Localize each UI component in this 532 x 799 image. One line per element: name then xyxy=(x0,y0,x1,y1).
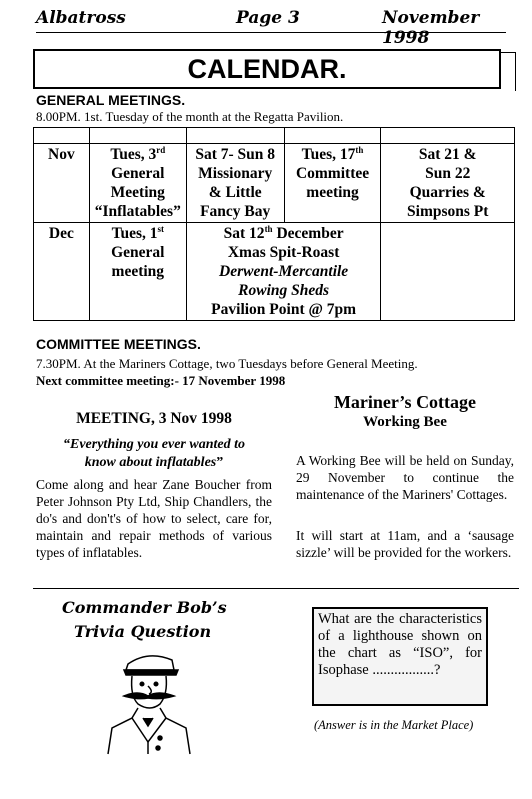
trivia-title-line1: Commander Bob’s xyxy=(62,598,227,617)
general-meetings-detail: 8.00PM. 1st. Tuesday of the month at the Regatta Pavilion. xyxy=(36,109,344,124)
event-cell: Sat 21 & Sun 22 Quarries & Simpsons Pt xyxy=(381,144,515,223)
cottage-para-2: It will start at 11am, and a ‘sausage sizzle’ will be provided for the workers. xyxy=(296,528,514,560)
calendar-title: CALENDAR. xyxy=(33,49,501,89)
general-meetings-heading: GENERAL MEETINGS. xyxy=(36,92,186,108)
header-rule xyxy=(36,32,506,33)
trivia-title-line2: Trivia Question xyxy=(74,622,212,641)
meeting-quote: “Everything you ever wanted to know about inflatables” xyxy=(63,437,245,470)
trivia-answer-note: (Answer is in the Market Place) xyxy=(314,718,474,732)
newsletter-name: Albatross xyxy=(36,8,126,28)
month-cell: Dec xyxy=(34,223,90,321)
event-cell: Sat 12th December Xmas Spit-Roast Derwent-Mercantile Rowing Sheds Pavilion Point @ 7pm xyxy=(186,223,381,321)
cottage-subtitle: Working Bee xyxy=(363,414,447,430)
cottage-para-1: A Working Bee will be held on Sunday, 29 November to continue the maintenance of the Mariners' Cottages. xyxy=(296,453,514,502)
meeting-body: Come along and hear Zane Boucher from Peter Johnson Pty Ltd, Ship Chandlers, the do's and don't's of how to select, care for, maintain and repair methods of various types of inflatables. xyxy=(36,477,272,560)
next-committee-meeting: Next committee meeting:- 17 November 1998 xyxy=(36,373,286,388)
event-cell: Sat 7- Sun 8 Missionary & Little Fancy Bay xyxy=(186,144,284,223)
event-cell: Tues, 1st General meeting xyxy=(89,223,186,321)
empty-cell xyxy=(381,223,515,321)
meeting-title: MEETING, 3 Nov 1998 xyxy=(76,410,232,427)
committee-detail: 7.30PM. At the Mariners Cottage, two Tuesdays before General Meeting. xyxy=(36,356,418,371)
calendar-row-nov xyxy=(34,144,515,223)
calendar-table xyxy=(33,127,515,321)
event-cell: Tues, 17th Committee meeting xyxy=(284,144,381,223)
calendar-header-row xyxy=(34,128,515,144)
issue-date: November 1998 xyxy=(382,8,480,48)
trivia-question-box: What are the characteristics of a lighthouse shown on the chart as “ISO”, for Isophase .................? xyxy=(312,607,488,706)
title-box-accent xyxy=(501,52,516,91)
section-divider xyxy=(33,588,519,589)
committee-heading: COMMITTEE MEETINGS. xyxy=(36,336,201,352)
page-number: Page 3 xyxy=(236,8,300,28)
cottage-title: Mariner’s Cottage xyxy=(333,392,477,412)
calendar-row-dec xyxy=(34,223,515,321)
commander-bob-cartoon xyxy=(98,646,198,756)
event-cell: Tues, 3rd General Meeting “Inflatables” xyxy=(89,144,186,223)
month-cell: Nov xyxy=(34,144,90,223)
